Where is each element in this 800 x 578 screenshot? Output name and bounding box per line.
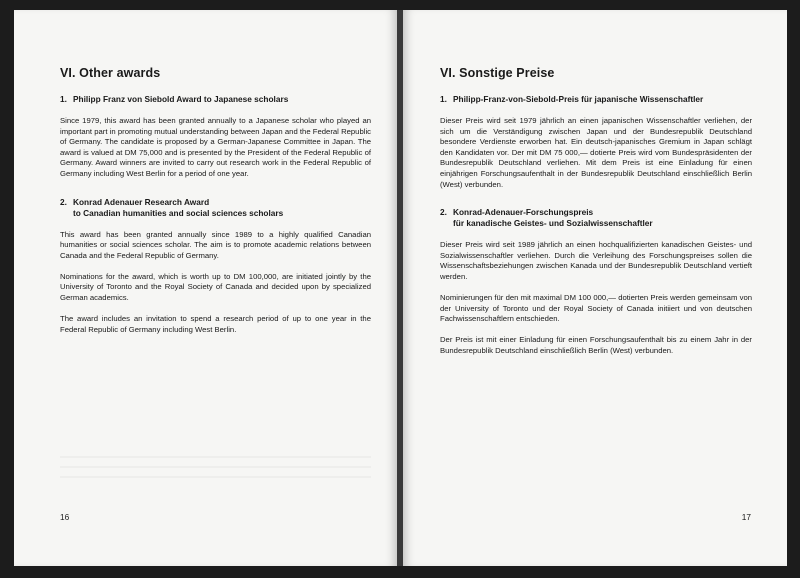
paragraph: The award includes an invitation to spend a research period of up to one year in the Federal Republic of Germany including West Berlin. — [60, 314, 371, 334]
section-heading-line1: Konrad-Adenauer-Forschungspreis — [453, 207, 594, 218]
chapter-title: VI. Sonstige Preise — [440, 66, 555, 80]
section-heading-line1: Konrad Adenauer Research Award — [73, 196, 210, 207]
section-number: 1. — [440, 94, 447, 104]
left-page-content — [60, 66, 371, 352]
section-2 — [440, 207, 752, 356]
paragraph: Nominierungen für den mit maximal DM 100 000,— dotierten Preis werden gemeinsam von der University of Toronto und der Royal Society of Canada initiiert und von deutschen Fachwissenschaftlern entschieden. — [440, 293, 752, 324]
section-heading — [60, 197, 371, 219]
paragraph: Since 1979, this award has been granted annually to a Japanese scholar who played an important part in promoting mutual understanding between Japan and the Federal Republic of Germany. The candidate is proposed by a German-Japanese Committee in Japan. The award is valued at DM 75,000 and is presented by the President of the Federal Republic of Germany. Award winners are invited to carry out research work in the Federal Republic of Germany including West Berlin for a period of one year. — [60, 116, 371, 178]
page-number: 17 — [741, 512, 751, 522]
paragraph: Der Preis ist mit einer Einladung für einen Forschungsaufenthalt bis zu einem Jahr in der Bundesrepublik Deutschland einschließlich Berlin (West) verbunden. — [440, 335, 752, 355]
show-through-text — [60, 456, 371, 486]
paragraph: Nominations for the award, which is worth up to DM 100,000, are initiated jointly by the University of Toronto and the Royal Society of Canada and decided upon by specialized German academics. — [60, 271, 371, 303]
section-number: 1. — [60, 94, 67, 104]
section-1 — [60, 94, 371, 180]
paragraph: Dieser Preis wird seit 1979 jährlich an einen japanischen Wissenschaftler verliehen, der sich um die Verständigung zwischen Japan und der Bundesrepublik Deutschland besondere Verdienste erworben hat. Ein deutsch-japanisches Gremium in Japan schlägt den Kandidaten vor. Der mit DM 75 000,— dotierte Preis wird vom Bundespräsidenten der Bundesrepublik Deutschland verliehen. Mit dem Preis ist eine Einladung für einen einjährigen Forschungsaufenthalt in der Bundesrepublik Deutschland einschließlich Berlin (West) verbunden. — [440, 116, 752, 189]
left-page — [14, 10, 397, 566]
section-2 — [60, 197, 371, 336]
paragraph: This award has been granted annually since 1989 to a highly qualified Canadian humanities or social sciences scholar. The aim is to promote academic relations between Canada and the Federal Republic of Germany. — [60, 229, 371, 260]
section-heading-line1: Philipp-Franz-von-Siebold-Preis für japanische Wissenschaftler — [453, 94, 704, 104]
page-number: 16 — [60, 512, 70, 522]
section-number: 2. — [60, 196, 67, 207]
chapter-title: VI. Other awards — [60, 66, 161, 80]
right-page — [403, 10, 787, 566]
section-heading — [440, 207, 752, 229]
right-page-content — [440, 66, 752, 374]
section-heading-line2: für kanadische Geistes- und Sozialwissenschaftler — [453, 218, 653, 229]
section-heading — [60, 94, 371, 105]
section-1 — [440, 94, 752, 190]
paragraph: Dieser Preis wird seit 1989 jährlich an einen hochqualifizierten kanadischen Geistes- und Sozialwissenschaftler verliehen. Durch die Verleihung des Forschungspreises sollen die Wissenschaftsbeziehungen zwischen Kanada und der Bundesrepublik Deutschland vertieft werden. — [440, 240, 752, 281]
section-number: 2. — [440, 207, 447, 218]
section-heading — [440, 94, 752, 105]
section-heading-line2: to Canadian humanities and social sciences scholars — [73, 207, 284, 218]
section-heading-line1: Philipp Franz von Siebold Award to Japanese scholars — [73, 94, 289, 104]
